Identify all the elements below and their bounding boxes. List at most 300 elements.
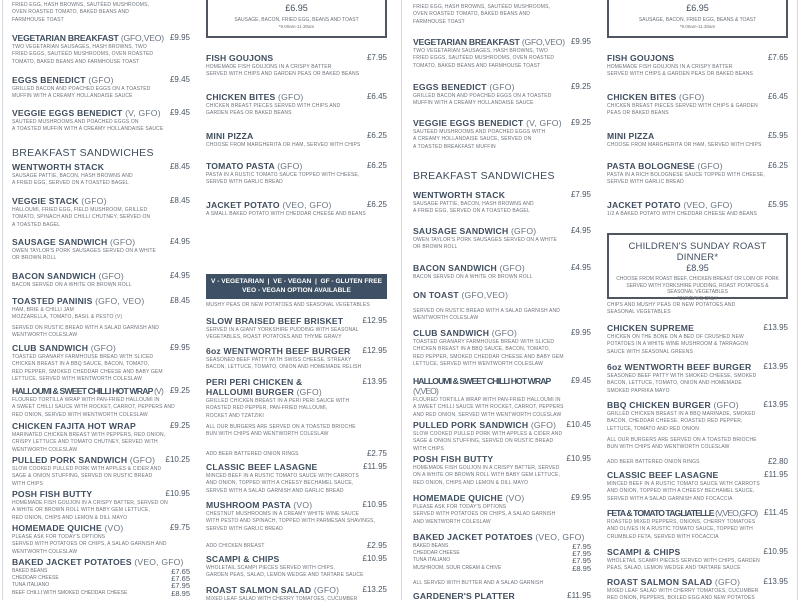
menu-item [206,500,387,533]
note-line: WENTWORTH COLESLAW [12,332,78,339]
menu-column-2 [206,0,387,600]
description-line: BACON, LETTUCE, TOMATO, ONION AND HOMEMADE [607,380,742,387]
item-title: EGGS BENEDICT [413,82,487,92]
item-price: £13.95 [362,377,387,386]
note-line: ALL SERVED WITH BUTTER AND A SALAD GARNISH [413,580,544,586]
description-line: HOMEMADE FISH GOUJONS IN A CRISPY BATTER [607,64,733,70]
description-line: MARINATED CHICKEN BREAST WITH PEPPERS, RED ONION, [12,432,166,438]
dietary-key-line-2: VEO - VEGAN OPTION AVAILABLE [242,286,351,294]
item-note [206,543,387,550]
menu-item [607,161,788,187]
item-description [12,173,190,188]
note-line: ADD BEER BATTERED ONION RINGS [206,451,299,457]
note-line: SERVED ON RUSTIC BREAD WITH A SALAD GARNISH AND [413,308,560,314]
box-desc: SAUSAGE, BACON, FRIED EGG, BEANS AND TOAST [234,17,359,23]
description-line: SAUSAGE PATTIE, BACON, HASH BROWNS AND [413,201,534,207]
menu-item [413,190,591,216]
description-line: ROCKET AND TZATZIKI [206,412,264,419]
note-line: OVEN ROASTED TOMATO, BAKED BEANS AND [413,11,531,18]
description-line: SAUCE WITH SEASONAL GREENS [607,348,693,355]
description-line: A FRIED EGG, SERVED ON A TOASTED BAGEL [12,180,129,187]
item-name [12,33,190,43]
item-description [413,431,591,453]
item-price: £12.95 [362,316,387,325]
item-description [607,211,788,218]
item-price: £6.25 [366,161,387,170]
description-line: MIXED LEAF SALAD WITH CHERRY TOMATOES, CUCUMBER [607,588,759,594]
menu-item [413,4,591,26]
item-price: £10.95 [165,489,190,498]
description-line: TOMATO, BAKED BEANS AND FARMHOUSE TOAST [12,58,140,65]
item-price: £6.45 [767,92,788,101]
item-title: BAKED JACKET POTATOES [12,557,132,567]
item-title: PULLED PORK SANDWICH [413,420,529,430]
description-line: SLOW COOKED PULLED PORK WITH APPLES & CIDER AND [413,431,563,437]
dietary-tag: (GFO, VEO) [95,296,145,306]
item-price: £13.95 [763,323,788,332]
dietary-tag: (VO) [505,493,525,503]
item-description [607,103,788,118]
description-line: TOMATO, BAKED BEANS AND FARMHOUSE TOAST [413,62,541,69]
page-edge-left [2,0,3,600]
item-price: £6.45 [366,92,387,101]
description-line: VEGETABLES, ROAST POTATOES AND THYME GRAVY [206,334,342,341]
dietary-tag: (GFO) [296,387,322,397]
option-price: £7.95 [171,581,190,591]
item-name [206,462,387,472]
option-row [12,568,190,575]
item-note [12,2,190,24]
menu-column-1 [12,0,190,600]
item-title: TOMATO PASTA [206,161,275,171]
item-title: SCAMPI & CHIPS [206,554,280,564]
item-name [413,493,591,503]
item-name [607,470,788,480]
description-line: SERVED IN A GIANT YORKSHIRE PUDDING WITH SEASONAL [206,327,359,333]
menu-item [206,92,387,118]
item-title: VEGETARIAN BREAKFAST [12,33,119,43]
item-title: POSH FISH BUTTY [12,489,93,499]
dietary-tag: (GFO,VEO) [461,290,509,300]
option-label: CHEDDAR CHEESE [413,550,460,557]
description-line: HOMEMADE FISH GOUJON IN A CRISPY BATTER, SERVED [413,465,560,471]
item-title: HOMEMADE QUICHE [12,523,102,533]
item-description [607,558,788,573]
option-price: £7.95 [572,542,591,551]
item-name [12,196,190,206]
item-title: CHICKEN SUPREME [607,323,695,333]
option-label: BAKED BEANS [12,568,48,574]
dietary-tag: (GFO) [88,75,114,85]
box-desc-4: *SUNDAYS ONLY [677,295,718,302]
item-title: 6oz WENTWORTH BEEF BURGER [206,346,351,356]
item-title: CLASSIC BEEF LASAGNE [607,470,719,480]
item-name [206,53,387,63]
item-note [607,302,788,317]
description-line: TWO VEGETARIAN SAUSAGES, HASH BROWNS, TWO [12,44,147,50]
menu-item [206,424,387,439]
description-line: MINCED BEEF IN A RUSTIC TOMATO SAUCE WITH CARROTS [607,481,760,487]
item-description [206,103,387,118]
item-price: £11.95 [363,462,387,471]
dietary-tag: (GFO) [129,455,156,465]
description-line: FRIED EGGS, SAUTÉED MUSHROOMS, OVEN ROASTED [12,51,154,58]
dietary-tag: (VEO, GFO) [535,532,585,542]
item-description [413,93,591,108]
option-price: £8.95 [171,588,190,598]
box-title: CHILDREN'S SUNDAY ROAST DINNER* [628,241,767,263]
menu-item [413,308,591,323]
item-price: £9.25 [570,82,591,91]
note-line: FRIED EGG, HASH BROWNS, SAUTÉED MUSHROOMS, [413,4,551,10]
box-note: *9.00am-11.30am [278,23,315,29]
note-line: SEASONAL VEGETABLES [607,309,671,316]
item-price: £10.95 [362,500,387,509]
menu-item [12,196,190,229]
item-title: CLUB SANDWICH [12,343,89,353]
item-title: HOMEMADE QUICHE [413,493,503,503]
item-title: VEGGIE EGGS BENEDICT [413,118,524,128]
description-line: LETTUCE, SERVED WITH WENTWORTH COLESLAW [413,361,543,368]
dietary-tag: (GFO,VEO) [521,37,565,47]
menu-item [607,92,788,118]
item-price: £7.65 [767,53,788,62]
item-name [607,400,788,410]
item-price: £10.95 [362,554,387,563]
description-line: WITH PESTO AND SPINACH, TOPPED WITH PARMESAN SHAVINGS, [206,518,376,525]
item-price: £11.95 [567,591,591,600]
menu-item [12,325,190,340]
item-title: SLOW BRAISED BEEF BRISKET [206,316,344,326]
item-price: £6.25 [366,131,387,140]
menu-item [607,577,788,603]
note-line: FRIED EGG, HASH BROWNS, SAUTÉED MUSHROOMS, [12,2,150,8]
item-title: SCAMPI & CHIPS [607,547,681,557]
description-line: WHOLETAIL SCAMPI PIECES SERVED WITH CHIPS, GARDEN [607,558,760,564]
item-title: PERI PERI CHICKEN & HALLOUMI BURGER [206,377,303,397]
item-description [607,588,788,603]
menu-item [607,508,788,541]
item-title: CHICKEN BITES [607,92,677,102]
description-line: RED ONION, SERVED WITH WENTWORTH COLESLAW [12,411,148,418]
section-title: BREAKFAST SANDWICHES [12,147,154,159]
option-label: MUSHROOM, SOUR CREAM & CHIVE [413,564,502,571]
item-description [206,327,387,342]
item-name [12,271,190,281]
item-name [607,547,788,557]
description-line: CHOOSE FROM MARGHERITA OR HAM, SERVED WITH CHIPS [607,142,762,148]
item-name [413,263,591,273]
dietary-tag: (GFO) [697,161,723,171]
item-price: £8.45 [169,162,190,171]
menu-item [12,2,190,24]
item-price: £9.75 [169,523,190,532]
description-line: WITH CHIPS [413,445,444,452]
dietary-tag: (V) [153,386,164,396]
item-title: VEGGIE EGGS BENEDICT [12,108,123,118]
menu-item [607,459,788,466]
dietary-tag: (V, GFO) [526,118,562,128]
description-line: AND ONION, TOPPED WITH A CHEESY BECHAMEL SAUCE, [607,488,755,495]
item-name [413,420,591,430]
description-line: FLOURED TORTILLA WRAP WITH PAN-FRIED HALLOUMI IN [12,397,160,403]
item-name [607,92,788,102]
item-note [607,459,788,466]
item-name [206,200,387,210]
menu-item [413,493,591,526]
item-name [12,455,190,465]
item-description [12,534,190,556]
item-name [413,118,591,128]
item-note [206,302,387,309]
menu-column-4 [607,0,788,600]
description-line: CRUMBLED FETA, SERVED WITH FOCACCIA [607,533,719,540]
description-line: CHICKEN BREAST PIECES SERVED WITH CHIPS & GARDEN [607,103,758,109]
description-line: A WHITE OR BROWN ROLL WITH BABY GEM LETTUCE, [12,507,151,514]
item-name [413,37,591,47]
item-price: £10.25 [165,455,190,464]
box-desc-3: SEASONAL VEGETABLES [667,289,728,295]
description-line: SERVED WITH CHIPS & GARDEN PEAS OR BAKED BEANS [607,71,754,78]
description-line: GRILLED BACON AND POACHED EGGS ON A TOASTED [12,86,151,92]
description-line: RED ONION, CHIPS AND LEMON & DILL MAYO [12,514,128,521]
item-title: HALLOUMI & SWEET CHILLI HOT WRAP [413,376,551,386]
menu-item [607,200,788,218]
note-line: SERVED ON RUSTIC BREAD WITH A SALAD GARNISH AND [12,325,159,331]
item-description [206,64,387,79]
menu-item [12,386,190,419]
item-description [206,398,387,420]
item-description [12,44,190,66]
option-row [413,543,591,550]
item-title: ON TOAST [413,290,459,300]
description-line: SERVED WITH GARLIC BREAD [607,179,684,186]
description-line: HOMEMADE FISH GOUJONS IN A CRISPY BATTER [206,64,332,70]
item-description [206,211,387,218]
menu-item [206,53,387,79]
item-price: £6.25 [366,200,387,209]
description-line: MUFFIN WITH A CREAMY HOLLANDAISE SAUCE [12,93,133,100]
description-line: MIXED LEAF SALAD WITH CHERRY TOMATOES, CUCUMBER [206,596,358,602]
item-name [413,454,591,464]
item-description [12,86,190,101]
description-line: SAGE & ONION STUFFING, SERVED ON RUSTIC BREAD [12,473,153,480]
description-line: FLOURED TORTILLA WRAP WITH PAN-FRIED HALLOUMI IN [413,397,561,403]
note-line: FARMHOUSE TOAST [413,18,465,25]
menu-item [12,489,190,522]
dietary-tag: (GFO) [713,400,739,410]
item-description [12,207,190,229]
item-price: £10.95 [566,454,591,463]
item-name [12,386,190,396]
menu-item [413,376,591,419]
dietary-tag: (VO) [293,500,313,510]
item-title: VEGETARIAN BREAKFAST [413,37,520,47]
description-line: ON A WHITE OR BROWN ROLL WITH BABY GEM LETTUCE, [413,472,561,479]
box-price: £8.95 [686,263,709,273]
item-name [206,377,387,397]
item-title: 6oz WENTWORTH BEEF BURGER [607,362,752,372]
item-title: JACKET POTATO [607,200,681,210]
item-title: BAKED JACKET POTATOES [413,532,533,542]
note-line: ADD BEER BATTERED ONION RINGS [607,459,700,465]
dietary-tag: (VEO, GFO) [282,200,332,210]
item-name [12,237,190,247]
description-line: BACON SERVED ON A WHITE OR BROWN ROLL [12,282,132,288]
menu-item [413,532,591,572]
dietary-tag: (V,VEO) [413,386,438,396]
item-name [607,161,788,171]
menu-item [12,237,190,263]
item-title: ROAST SALMON SALAD [607,577,713,587]
item-price: £5.95 [767,200,788,209]
menu-item [607,470,788,503]
item-price: £12.95 [362,346,387,355]
item-title: MUSHROOM PASTA [206,500,291,510]
description-line: A TOASTED BAGEL [12,221,61,228]
menu-item [607,131,788,149]
item-price: £2.95 [366,541,387,550]
item-price: £5.95 [767,131,788,140]
description-line: SAUSAGE PATTIE, BACON, HASH BROWNS AND [12,173,133,179]
item-name [206,346,387,356]
description-line: CHICKEN BREAST IN A BBQ SAUCE, BACON, TOMATO, [12,361,150,368]
item-name [206,585,387,595]
item-name [607,131,788,141]
description-line: CRISPY LETTUCE AND TOMATO CHUTNEY, SERVED WITH [12,439,158,446]
item-name [12,523,190,533]
option-row [413,557,591,564]
menu-item [12,75,190,101]
dietary-tag: (GFO) [679,92,705,102]
item-price: £9.95 [169,343,190,352]
item-name [12,343,190,353]
item-price: £11.45 [764,508,788,517]
dietary-tag: (GFO) [313,585,340,595]
option-price: £7.65 [171,574,190,584]
description-line: OWEN TAYLOR'S PORK SAUSAGES SERVED ON A WHITE [12,248,157,254]
menu-item [206,451,387,458]
item-description [413,397,591,419]
box-note: *9.00am-11.30am [679,23,716,29]
description-line: TWO VEGETARIAN SAUSAGES, HASH BROWNS, TWO [413,48,548,54]
item-name [607,200,788,210]
menu-item [12,343,190,384]
option-price: £7.65 [171,567,190,576]
description-line: GRILLED CHICKEN BREAST IN A BBQ MARINADE, SMOKED [607,411,756,417]
item-description [12,568,190,597]
menu-column-3 [413,0,591,600]
item-description [413,237,591,252]
item-price: £13.95 [763,577,788,586]
menu-item [206,161,387,187]
description-line: WITH CHIPS [12,480,43,487]
description-line: 1/2 A BAKED POTATO WITH CHEDDAR CHEESE AND BEANS [607,211,758,217]
item-title: WENTWORTH STACK [12,162,105,172]
description-line: TOASTED GRANARY FARMHOUSE BREAD WITH SLICED [413,339,555,345]
dietary-tag: (GFO) [98,271,124,281]
item-price: £2.75 [366,449,387,458]
description-line: SERVED WITH A SALAD GARNISH AND GARLIC BREAD [206,487,344,494]
item-description [413,543,591,572]
description-line: RED ONION, CHIPS AND LEMON & DILL MAYO [413,479,529,486]
box-desc-2: SERVED WITH YORKSHIRE PUDDING, ROAST POTATOES & [626,282,769,289]
menu-item [206,462,387,495]
menu-item [12,108,190,134]
description-line: CHESTNUT MUSHROOMS IN A CREAMY WHITE WINE SAUCE [206,511,359,517]
item-description [413,48,591,70]
menu-item [413,580,591,587]
item-price: £8.45 [169,296,190,305]
description-line: SEASONED BEEF PATTY WITH SWISS CHEESE, STREAKY [206,357,352,363]
item-name [206,316,387,326]
item-name [12,75,190,85]
breakfast-deal-box [206,0,387,38]
description-line: HAM, BRIE & CHILLI JAM [12,307,74,313]
option-row [12,590,190,597]
item-name [413,190,591,200]
dietary-key-banner [206,274,387,299]
description-line: PASTA IN A RICH BOLOGNESE SAUCE TOPPED WITH CHEESE, [607,172,765,178]
dietary-tag: (GFO) [109,237,136,247]
page-edge-far-right [797,0,798,600]
item-price: £4.95 [169,237,190,246]
item-name [12,557,190,567]
dietary-tag: (VEO, GFO) [134,557,184,567]
item-name [206,554,387,564]
note-line: BUN WITH CHIPS AND WENTWORTH COLESLAW [206,431,329,438]
item-price: £6.25 [767,161,788,170]
item-title: PASTA BOLOGNESE [607,161,695,171]
item-price: £4.95 [570,226,591,235]
item-price: £9.95 [570,493,591,502]
description-line: SLOW COOKED PULLED PORK WITH APPLES & CIDER AND [12,466,162,472]
menu-item [413,591,591,602]
description-line: SAGE & ONION STUFFING, SERVED ON RUSTIC BREAD [413,438,554,445]
dietary-tag: (GFO) [714,577,741,587]
menu-item [413,37,591,70]
item-description [607,411,788,433]
item-title: POSH FISH BUTTY [413,454,494,464]
item-name [206,92,387,102]
item-title: VEGGIE STACK [12,196,79,206]
item-name [206,161,387,171]
item-name [12,296,190,306]
item-title: FISH GOUJONS [206,53,274,63]
item-name [12,421,190,431]
item-price: £9.95 [570,328,591,337]
note-line: MUSHY PEAS OR NEW POTATOES AND SEASONAL VEGETABLES [206,302,370,308]
item-note [607,437,788,452]
item-title: ROAST SALMON SALAD [206,585,312,595]
menu-item [206,585,387,603]
item-title: GARDENER'S PLATTER [413,591,515,601]
description-line: AND ONION, TOPPED WITH A CHEESY BECHAMEL SAUCE, [206,480,354,487]
item-price: £13.95 [763,362,788,371]
item-title: FISH GOUJONS [607,53,675,63]
description-line: SMOKED PAPRIKA MAYO [607,387,670,394]
description-line: OR BROWN ROLL [413,244,458,251]
item-note [413,4,591,26]
description-line: ROASTED RED PEPPER, PAN-FRIED HALLOUMI, [206,405,328,412]
description-line: A SMALL BAKED POTATO WITH CHEDDAR CHEESE AND BEANS [206,211,366,217]
menu-item [12,455,190,488]
item-description [607,481,788,503]
dietary-tag: (GFO) [499,263,525,273]
item-description [206,172,387,187]
description-line: SAUTÉED MUSHROOMS AND POACHED EGGS ON [12,119,139,125]
description-line: A FRIED EGG, SERVED ON A TOASTED BAGEL [413,208,530,215]
